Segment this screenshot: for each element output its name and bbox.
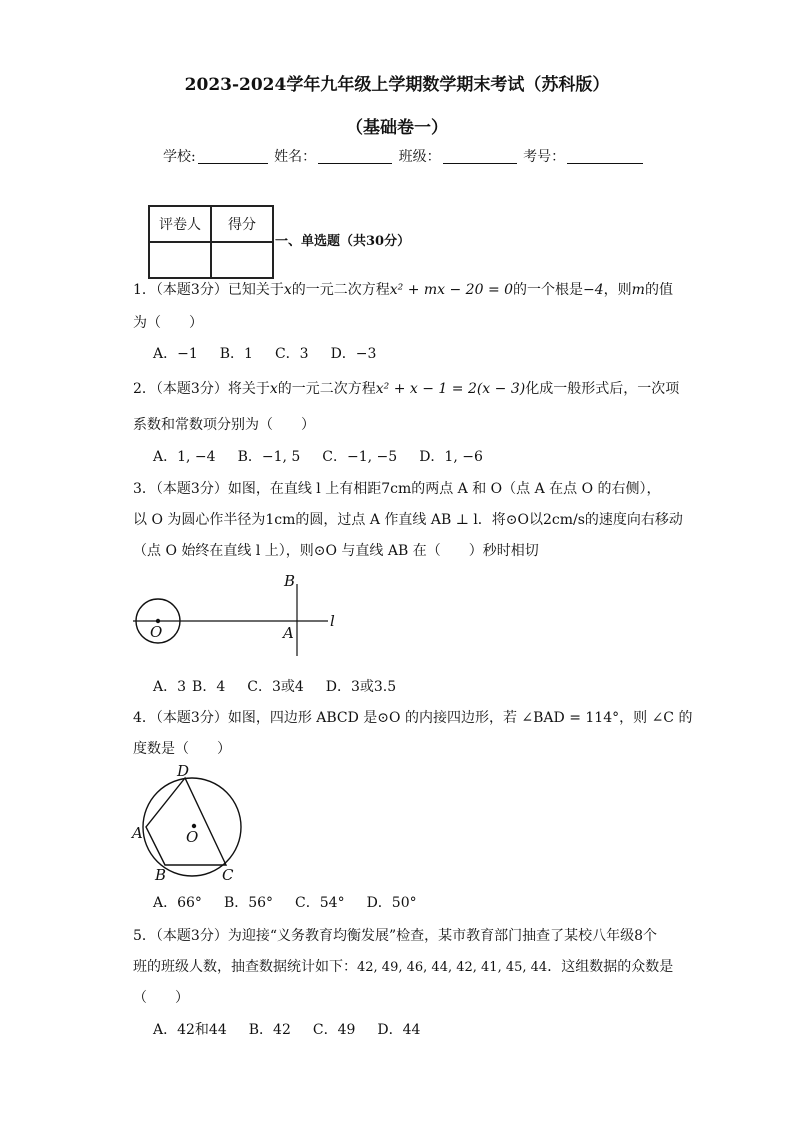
q3-option-a[interactable]: A．3 (153, 679, 187, 695)
q1-option-d[interactable]: D．−3 (330, 346, 377, 362)
q4-line1: 4．（本题3分）如图，四边形 ABCD 是⊙O 的内接四边形，若 ∠BAD = 114°，则 ∠C 的 (133, 710, 693, 726)
q1-var-x: x (283, 282, 292, 298)
q5-options (153, 1019, 442, 1039)
label-a: A (283, 624, 294, 642)
school-label: 学校: (163, 149, 196, 165)
q1-var-m: m (631, 282, 645, 298)
name-blank[interactable] (318, 149, 392, 164)
label-d: D (177, 762, 190, 780)
q4-option-d[interactable]: D．50° (366, 895, 417, 911)
school-blank[interactable] (198, 149, 268, 164)
page-title: 2023-2024学年九年级上学期数学期末考试（苏科版） (184, 75, 610, 95)
page-subtitle: （基础卷一） (346, 118, 448, 138)
q3-option-b[interactable]: B．4 (192, 679, 226, 695)
q3-figure (130, 570, 350, 665)
q4-figure (128, 760, 258, 885)
info-fields (163, 146, 645, 166)
exam-number-label: 考号： (523, 149, 566, 165)
q1-text-d: ，则 (603, 282, 632, 298)
label-l: l (330, 612, 335, 630)
q1-text-b: 的一元二次方程 (291, 282, 390, 298)
q3-line3: （点 O 始终在直线 l 上），则⊙O 与直线 AB 在（ ）秒时相切 (133, 543, 539, 559)
q1-root: −4 (583, 282, 604, 298)
q2-option-c[interactable]: C．−1, −5 (322, 449, 398, 465)
q5-text-a: 班的班级人数，抽查数据统计如下： (133, 959, 357, 975)
name-label: 姓名： (274, 149, 317, 165)
grader-header: 评卷人 (149, 206, 211, 242)
q4-option-b[interactable]: B．56° (223, 895, 274, 911)
q5-option-b[interactable]: B．42 (248, 1022, 291, 1038)
q5-data: 42, 49, 46, 44, 42, 41, 45, 44 (357, 960, 548, 975)
class-blank[interactable] (443, 149, 517, 164)
q1-options (153, 343, 398, 363)
q1-option-b[interactable]: B．1 (219, 346, 253, 362)
q1-option-a[interactable]: A．−1 (153, 346, 198, 362)
q5-option-c[interactable]: C．49 (312, 1022, 356, 1038)
q2-text-a: 2．（本题3分）将关于 (133, 381, 270, 397)
q2-text-b: 的一元二次方程 (277, 381, 376, 397)
label-o: O (150, 623, 163, 641)
score-table (148, 205, 274, 279)
q2-option-b[interactable]: B．−1, 5 (237, 449, 301, 465)
q1-text-c: 的一个根是 (513, 282, 584, 298)
grader-cell[interactable] (149, 242, 211, 278)
q3-option-d[interactable]: D．3或3.5 (325, 679, 397, 695)
q4-line2: 度数是（ ） (133, 741, 231, 757)
q5-option-d[interactable]: D．44 (377, 1022, 421, 1038)
exam-number-blank[interactable] (567, 149, 643, 164)
q1-line1 (133, 279, 673, 299)
q1-equation: x² + mx − 20 = 0 (389, 282, 514, 298)
label-c: C (222, 866, 234, 884)
score-cell[interactable] (211, 242, 273, 278)
q5-line1: 5．（本题3分）为迎接“义务教育均衡发展”检查，某市教育部门抽查了某校八年级8个 (133, 928, 658, 944)
q2-option-a[interactable]: A．1, −4 (153, 449, 216, 465)
q2-text-c: 化成一般形式后，一次项 (525, 381, 680, 397)
label-o: O (186, 828, 199, 846)
q3-line1: 3．（本题3分）如图，在直线 l 上有相距7cm的两点 A 和 O（点 A 在点 O 的右侧）， (133, 481, 661, 497)
q2-var-x: x (269, 381, 278, 397)
q2-option-d[interactable]: D．1, −6 (419, 449, 483, 465)
label-a: A (132, 824, 143, 842)
q5-line2 (133, 956, 673, 976)
q1-line2: 为（ ） (133, 315, 203, 331)
score-header: 得分 (211, 206, 273, 242)
q2-equation: x² + x − 1 = 2(x − 3) (375, 381, 526, 397)
q2-options (153, 446, 505, 466)
q3-options (153, 676, 418, 696)
q4-option-a[interactable]: A．66° (153, 895, 202, 911)
q1-text-e: 的值 (644, 282, 673, 298)
label-b: B (155, 866, 167, 884)
q5-text-b: ．这组数据的众数是 (547, 959, 674, 975)
label-b: B (284, 572, 296, 590)
section-heading: 一、单选题（共30分） (275, 234, 411, 249)
q1-text-a: 1．（本题3分）已知关于 (133, 282, 284, 298)
q2-line2: 系数和常数项分别为（ ） (133, 417, 315, 433)
q4-option-c[interactable]: C．54° (295, 895, 345, 911)
q1-option-c[interactable]: C．3 (274, 346, 309, 362)
class-label: 班级： (398, 149, 441, 165)
q3-option-c[interactable]: C．3或4 (247, 679, 304, 695)
q5-line3: （ ） (133, 990, 189, 1006)
q2-line1 (133, 378, 679, 398)
q3-line2: 以 O 为圆心作半径为1cm的圆，过点 A 作直线 AB ⊥ l．将⊙O以2cm/s的速度向右移动 (133, 512, 683, 528)
q5-option-a[interactable]: A．42和44 (153, 1022, 227, 1038)
q4-options (153, 892, 439, 912)
